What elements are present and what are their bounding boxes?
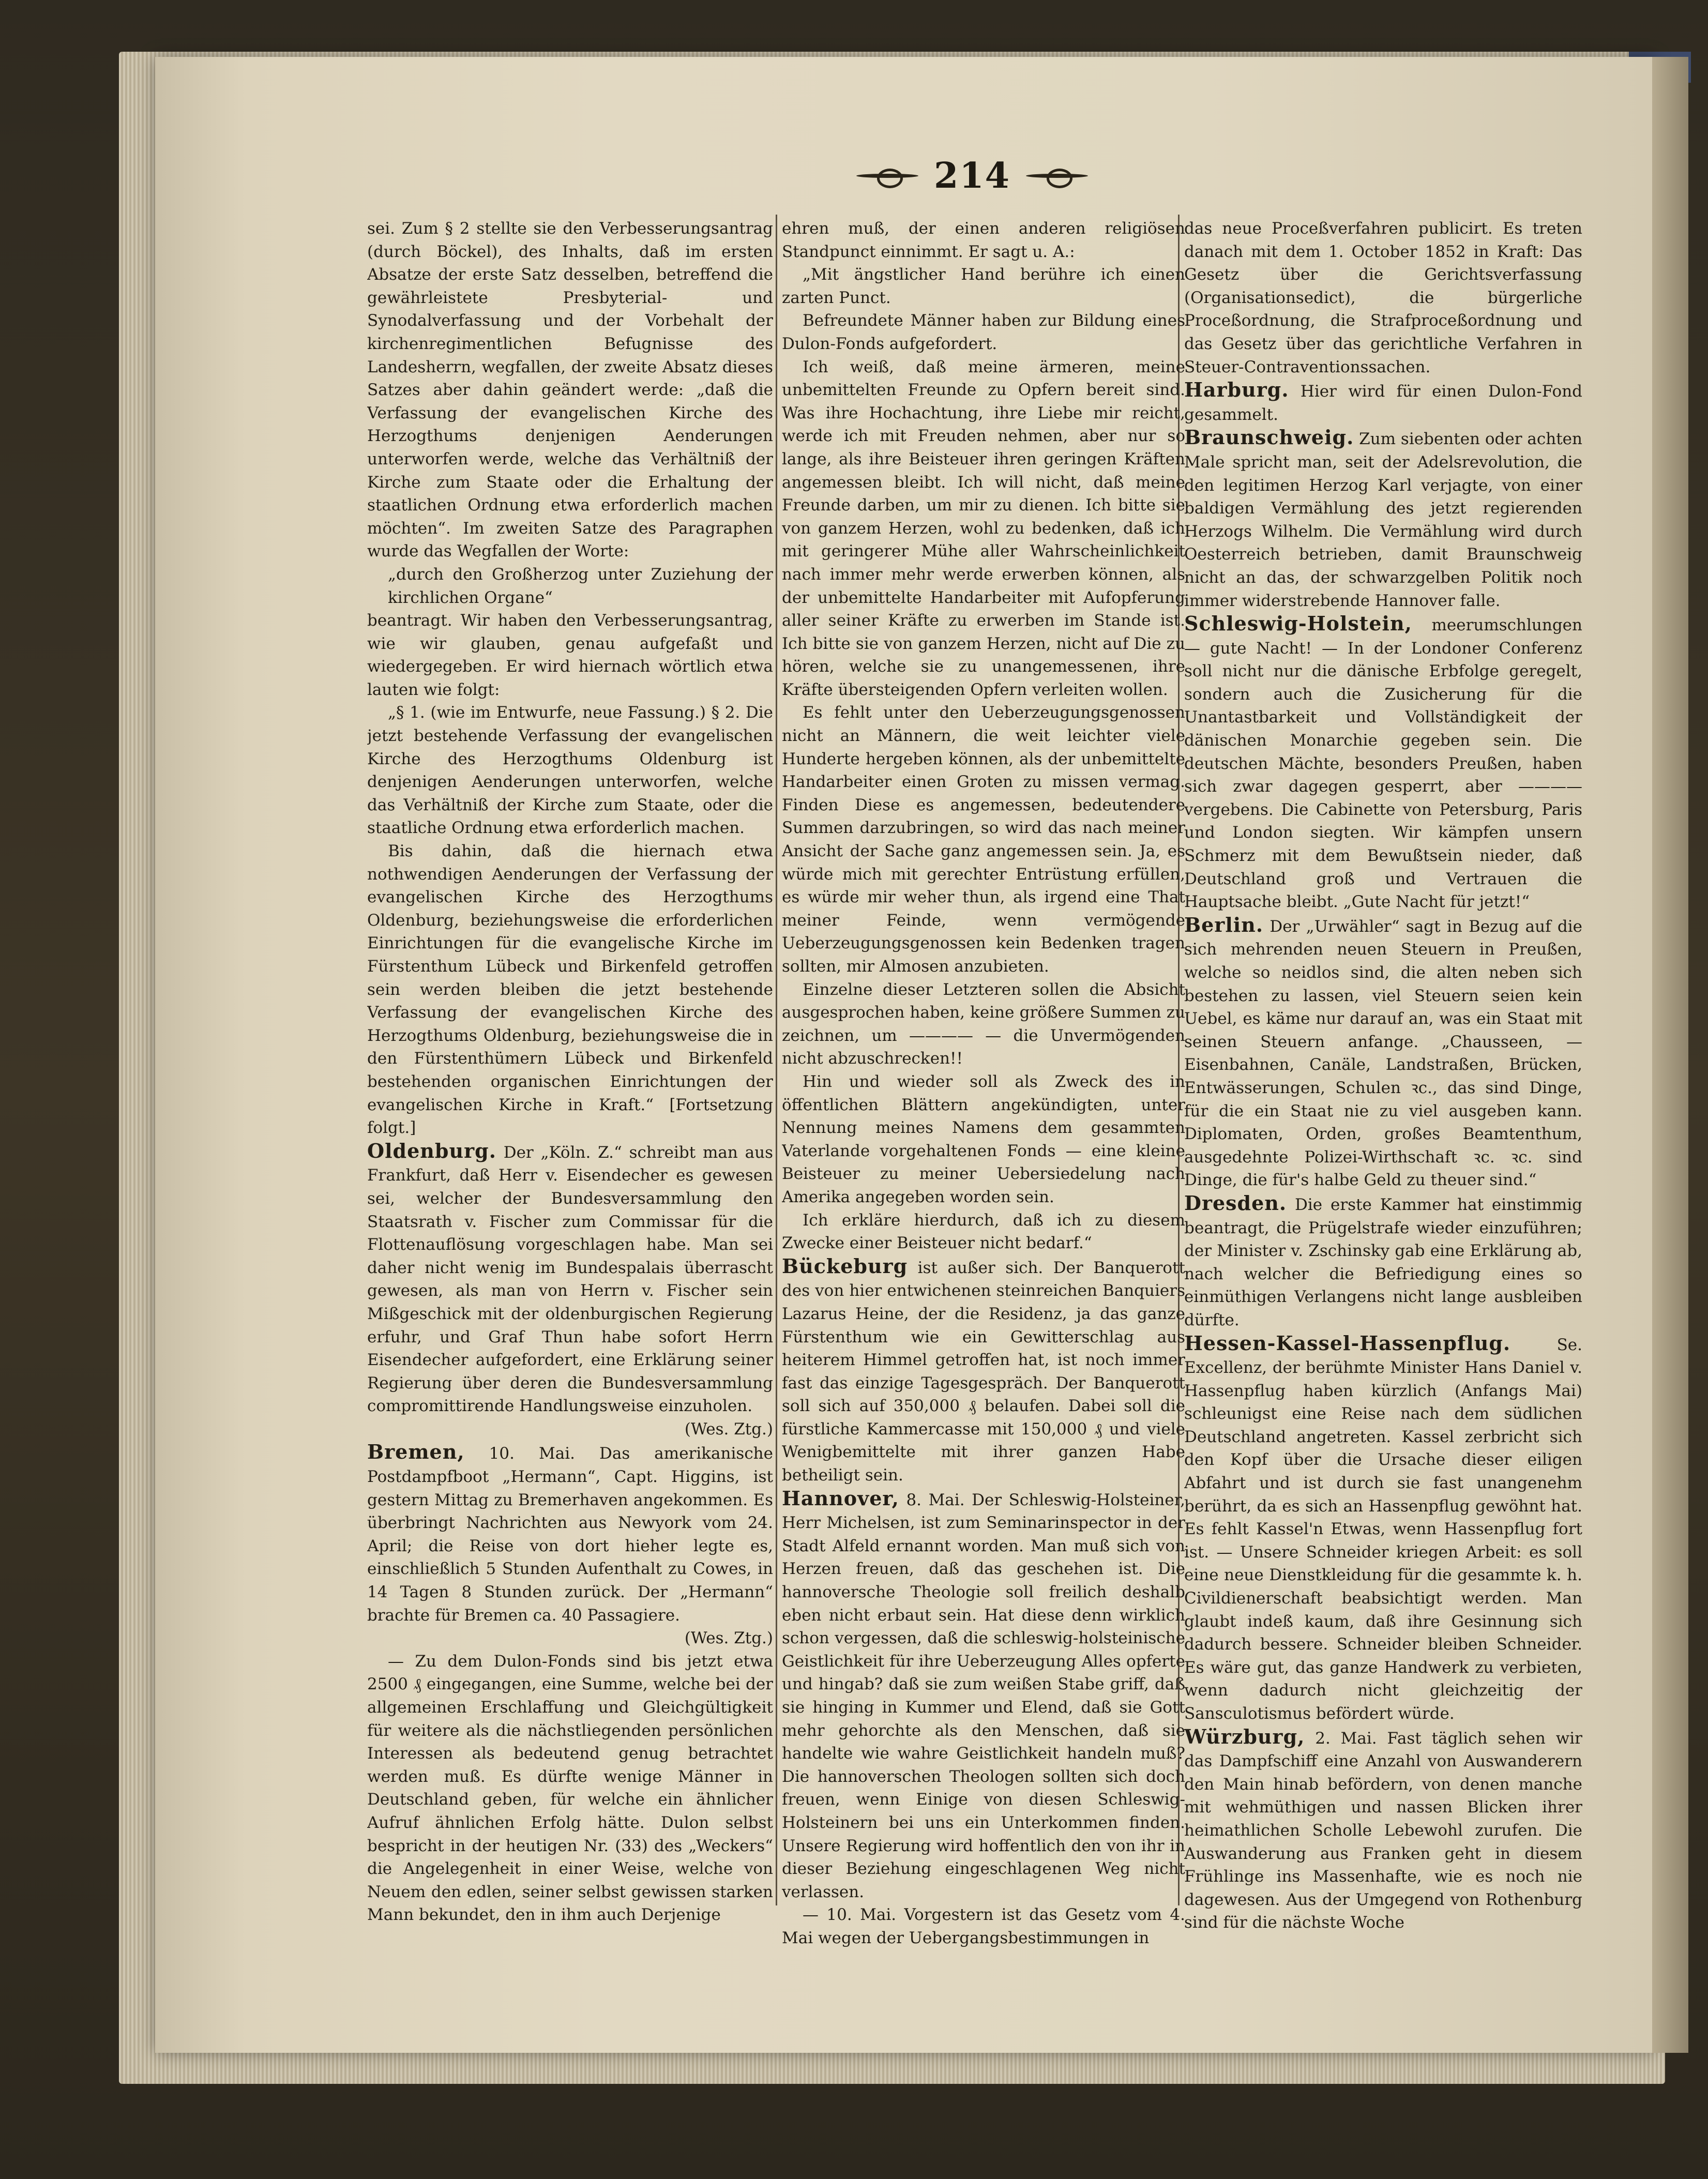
article-harburg <box>1184 379 1582 426</box>
article-text: 8. Mai. Der Schleswig-Holsteiner, Herr Michelsen, ist zum Seminarinspector in der Stadt Alfeld ernannt worden. Man muß sich von Herzen freuen, daß das geschehen ist. Die hannoversche Theologie soll freilich deshalb eben nicht erbaut sein. Hat diese denn wirklich schon vergessen, daß die schleswig-holsteinische Geistlichkeit für ihre Ueberzeugung Alles opferte und hingab? daß sie zum weißen Stabe griff, daß sie hinging in Kummer und Elend, daß sie Gott mehr gehorchte als den Menschen, daß sie handelte wie wahre Geistlichkeit handeln muß? Die hannoverschen Theologen sollten sich doch freuen, wenn Einige von diesen Schleswig-Holsteinern bei uns ein Unterkommen finden. Unsere Regierung wird hoffentlich den von ihr in dieser Beziehung eingeschlagenen Weg nicht verlassen. <box>782 1490 1185 1901</box>
paragraph: Ich erkläre hierdurch, daß ich zu diesem Zwecke einer Beisteuer nicht bedarf.“ <box>782 1210 1185 1253</box>
article-oldenburg <box>367 1140 773 1418</box>
article-text: Der „Köln. Z.“ schreibt man aus Frankfurt, daß Herr v. Eisendecher es gewesen sei, welcher der Bundesversammlung den Staatsrath v. Fischer zum Commissar für die Flottenauflösung vorgeschlagen habe. Man sei daher nicht wenig im Bundespalais überrascht gewesen, als man von Herrn v. Fischer sein Mißgeschick mit der oldenburgischen Regierung erfuhr, und Graf Thun habe sofort Herrn Eisendecher aufgefordert, eine Erklärung seiner Regierung über deren die Bundesversammlung compromittirende Handlungsweise einzuholen. <box>367 1143 773 1416</box>
article-text: meerumschlungen — gute Nacht! — In der Londoner Conferenz soll nicht nur die dänische Erbfolge geregelt, sondern auch die Zusicherung für die Unantastbarkeit und Vollständigkeit der dänischen Monarchie gegeben sein. Die deutschen Mächte, besonders Preußen, haben sich zwar dagegen gesperrt, aber ———— vergebens. Die Cabinette von Petersburg, Paris und London siegten. Wir kämpfen unsern Schmerz mit dem Bewußtsein nieder, daß Deutschland groß und Vertrauen die Hauptsache bleibt. „Gute Nacht für jetzt!“ <box>1184 616 1582 912</box>
dateline-oldenburg: Oldenburg. <box>367 1139 496 1162</box>
paragraph: ehren muß, der einen anderen religiösen Standpunct einnimmt. Er sagt u. A.: <box>782 219 1185 261</box>
article-wuerzburg <box>1184 1726 1582 1934</box>
article-dresden <box>1184 1192 1582 1332</box>
dateline-braunschweig: Braunschweig. <box>1184 426 1354 449</box>
dateline-berlin: Berlin. <box>1184 913 1264 936</box>
paragraph: Bis dahin, daß die hiernach etwa nothwendigen Aenderungen der Verfassung der evangelischen Kirche des Herzogthums Oldenburg, beziehungsweise die erforderlichen Einrichtungen für die evangelische Kirche im Fürstenthum Lübeck und Birkenfeld getroffen sein werden bleiben die jetzt bestehende Verfassung der evangelischen Kirche des Herzogthums Oldenburg, beziehungsweise die in den Fürstenthümern Lübeck und Birkenfeld bestehenden organischen Einrichtungen der evangelischen Kirche in Kraft.“ [Fortsetzung folgt.] <box>367 842 773 1138</box>
quote: „durch den Großherzog unter Zuziehung der kirchlichen Organe“ <box>388 565 773 607</box>
dateline-bueckeburg: Bückeburg <box>782 1254 908 1278</box>
paragraph: Es fehlt unter den Ueberzeugungsgenossen nicht an Männern, die weit leichter viele Hunderte hergeben können, als der unbemittelte Handarbeiter einen Groten zu missen vermag. Finden Diese es angemessen, bedeutendere Summen darzubringen, so wird das nach meiner Ansicht der Sache ganz angemessen sein. Ja, es würde mich mit gerechter Entrüstung erfüllen, es würde mir weher thun, als irgend eine That meiner Feinde, wenn vermögende Ueberzeugungsgenossen kein Bedenken tragen sollten, mir Almosen anzubieten. <box>782 703 1185 976</box>
dateline-hannover: Hannover, <box>782 1486 899 1510</box>
source-attribution: (Wes. Ztg.) <box>684 1629 773 1648</box>
page-number: 214 <box>934 155 1010 196</box>
paragraph: Einzelne dieser Letzteren sollen die Absicht ausgesprochen haben, keine größere Summen zu zeichnen, um ———— — die Unvermögenden nicht abzuschrecken!! <box>782 980 1185 1068</box>
article-braunschweig <box>1184 426 1582 612</box>
paragraph: sei. Zum § 2 stellte sie den Verbesserungsantrag (durch Böckel), des Inhalts, daß im ersten Absatze der erste Satz desselben, betreffend die gewährleistete Presbyterial- und Synodalverfassung und der Vorbehalt der kirchenregimentlichen Befugnisse des Landesherrn, wegfallen, der zweite Absatz dieses Satzes aber dahin geändert werde: „daß die Verfassung der evangelischen Kirche des Herzogthums denjenigen Aenderungen unterworfen werde, welche das Verhältniß der Kirche zum Staate oder die Erhaltung der staatlichen Ordnung etwa erforderlich machen möchten“. Im zweiten Satze des Paragraphen wurde das Wegfallen der Worte: <box>367 219 773 561</box>
article-bueckeburg <box>782 1255 1185 1487</box>
dateline-harburg: Harburg. <box>1184 378 1289 402</box>
column-3 <box>1184 217 1582 1996</box>
article-text: Hier wird für einen Dulon-Fond gesammelt. <box>1184 382 1582 424</box>
right-ornament-icon <box>1026 167 1088 185</box>
article-text: Zum siebenten oder achten Male spricht man, seit der Adelsrevolution, die den legitimen Herzog Karl verjagte, von einer baldigen Vermählung des jetzt regierenden Herzogs Wilhelm. Die Vermählung wird durch Oesterreich betrieben, damit Braunschweig nicht an das, der schwarzgelben Politik noch immer widerstrebende Hannover falle. <box>1184 430 1582 610</box>
article-text: Se. Excellenz, der berühmte Minister Hans Daniel v. Hassenpflug haben kürzlich (Anfangs Mai) schleunigst eine Reise nach dem südlichen Deutschland angetreten. Kassel zerbricht sich den Kopf über die Ursache dieser eiligen Abfahrt und ist durch sie fast unangenehm berührt, da es sich an Hassenpflug gewöhnt hat. Es fehlt Kassel'n Etwas, wenn Hassenpflug fort ist. — Unsere Schneider kriegen Arbeit: es soll eine neue Dienstkleidung für die gesammte k. h. Civildienerschaft beabsichtigt werden. Man glaubt indeß kaum, daß ihre Gesinnung sich dadurch bessere. Schneider bleiben Schneider. Es wäre gut, das ganze Handwerk zu verbieten, wenn dadurch nicht gleichzeitig der Sansculotismus befördert würde. <box>1184 1335 1582 1723</box>
left-ornament-icon <box>856 167 918 185</box>
paragraph: Ich weiß, daß meine ärmeren, meine unbemittelten Freunde zu Opfern bereit sind. Was ihre Hochachtung, ihre Liebe mir reicht, werde ich mit Freuden nehmen, aber nur so lange, als ihre Beisteuer ihren geringen Kräften angemessen bleibt. Ich will nicht, daß meine Freunde darben, um mir zu dienen. Ich bitte sie von ganzem Herzen, wohl zu bedenken, daß ich mit geringerer Mühe aller Wahrscheinlichkeit nach immer mehr werde erwerben können, als der unbemittelte Handarbeiter mit Aufopferung aller seiner Kräfte zu erwerben im Stande ist. Ich bitte sie von ganzem Herzen, nicht auf Die zu hören, welche sie zu unangemessenen, ihre Kräfte übersteigenden Opfern verleiten wollen. <box>782 357 1185 699</box>
page-right-edge <box>1652 57 1688 2053</box>
column-2 <box>782 217 1185 1996</box>
article-berlin <box>1184 914 1582 1192</box>
quote: „Mit ängstlicher Hand berühre ich einen zarten Punct. <box>782 265 1185 307</box>
page-header <box>853 155 1091 196</box>
paragraph: — Zu dem Dulon-Fonds sind bis jetzt etwa 2500 ₰ eingegangen, eine Summe, welche bei der allgemeinen Erschlaffung und Gleichgültigkeit für weitere als die nächstliegenden persönlichen Interessen als bedeutend genug betrachtet werden muß. Es dürfte wenige Männer in Deutschland geben, für welche ein ähnlicher Aufruf ähnlichen Erfolg hätte. Dulon selbst bespricht in der heutigen Nr. (33) des „Weckers“ die Angelegenheit in einer Weise, welche von Neuem den edlen, seiner selbst gewissen starken Mann bekundet, den in ihm auch Derjenige <box>367 1652 773 1925</box>
paragraph: Befreundete Männer haben zur Bildung eines Dulon-Fonds aufgefordert. <box>782 311 1185 353</box>
quote: „§ 1. (wie im Entwurfe, neue Fassung.) § 2. Die jetzt bestehende Verfassung der evangelischen Kirche des Herzogthums Oldenburg ist denjenigen Aenderungen unterworfen, welche das Verhältniß der Kirche zum Staate, oder die staatliche Ordnung etwa erforderlich machen. <box>367 703 773 838</box>
paragraph: — 10. Mai. Vorgestern ist das Gesetz vom 4. Mai wegen der Uebergangsbestimmungen in <box>782 1905 1185 1947</box>
source-attribution: (Wes. Ztg.) <box>684 1419 773 1439</box>
dateline-bremen: Bremen, <box>367 1440 465 1464</box>
dateline-wuerzburg: Würzburg, <box>1184 1724 1305 1748</box>
paragraph: beantragt. Wir haben den Verbesserungsantrag, wie wir glauben, genau aufgefaßt und wiedergegeben. Er wird hiernach wörtlich etwa lauten wie folgt: <box>367 611 773 699</box>
article-text: Die erste Kammer hat einstimmig beantragt, die Prügelstrafe wieder einzuführen; der Minister v. Zschinsky gab eine Erklärung ab, nach welcher die Befriedigung eines so einmüthigen Verlangens nicht lange ausbleiben dürfte. <box>1184 1195 1582 1329</box>
article-text: 2. Mai. Fast täglich sehen wir das Dampfschiff eine Anzahl von Auswanderern den Main hinab befördern, von denen manche mit wehmüthigen und nassen Blicken ihrer heimathlichen Scholle Lebewohl zurufen. Die Auswanderung aus Franken geht in diesem Frühlinge ins Massenhafte, wie es noch nie dagewesen. Aus der Umgegend von Rothenburg sind für die nächste Woche <box>1184 1729 1582 1932</box>
dateline-hessen-kassel: Hessen-Kassel-Hassenpflug. <box>1184 1331 1511 1355</box>
article-text: Der „Urwähler“ sagt in Bezug auf die sich mehrenden neuen Steuern in Preußen, welche so neidlos sind, die alten neben sich bestehen zu lassen, viel Steuern seien kein Uebel, es käme nur darauf an, was ein Staat mit seinen Steuern anfange. „Chausseen, — Eisenbahnen, Canäle, Landstraßen, Brücken, Entwässerungen, Schulen ꝛc., das sind Dinge, für die ein Staat nie zu viel ausgeben kann. Diplomaten, Orden, großes Beamtenthum, ausgedehnte Polizei-Wirthschaft ꝛc. ꝛc. sind Dinge, die für's halbe Geld zu theuer sind.“ <box>1184 917 1582 1190</box>
dateline-dresden: Dresden. <box>1184 1191 1287 1215</box>
article-schleswig-holstein <box>1184 612 1582 914</box>
paragraph: Hin und wieder soll als Zweck des in öffentlichen Blättern angekündigten, unter Nennung meines Namens dem gesammten Vaterlande vorgehaltenen Fonds — eine kleine Beisteuer zu meiner Uebersiedelung nach Amerika angegeben worden sein. <box>782 1072 1185 1206</box>
column-rule <box>776 215 777 1905</box>
article-text: ist außer sich. Der Banquerott des von hier entwichenen steinreichen Banquiers Lazarus Heine, der die Residenz, ja das ganze Fürstenthum wie ein Gewitterschlag aus heiterem Himmel getroffen hat, ist noch immer fast das einzige Tagesgespräch. Der Banquerott soll sich auf 350,000 ₰ belaufen. Dabei soll die fürstliche Kammercasse mit 150,000 ₰ und viele Wenigbemittelte mit ihrer ganzen Habe betheiligt sein. <box>782 1258 1185 1485</box>
dateline-schleswig-holstein: Schleswig-Holstein, <box>1184 612 1412 635</box>
paragraph: das neue Proceßverfahren publicirt. Es treten danach mit dem 1. October 1852 in Kraft: Das Gesetz über die Gerichtsverfassung (Organisationsedict), die bürgerliche Proceßordnung, die Strafproceßordnung und das Gesetz über das gerichtliche Verfahren in Steuer-Contraventionssachen. <box>1184 219 1582 376</box>
article-hessen-kassel <box>1184 1332 1582 1726</box>
article-bremen <box>367 1441 773 1627</box>
column-1 <box>367 217 773 1996</box>
article-hannover <box>782 1487 1185 1904</box>
article-text: 10. Mai. Das amerikanische Postdampfboot „Hermann“, Capt. Higgins, ist gestern Mittag zu Bremerhaven angekommen. Es überbringt Nachrichten aus Newyork vom 24. April; die Reise von dort hieher legte es, einschließlich 5 Stunden Aufenthalt zu Cowes, in 14 Tagen 8 Stunden zurück. Der „Hermann“ brachte für Bremen ca. 40 Passagiere. <box>367 1444 773 1625</box>
